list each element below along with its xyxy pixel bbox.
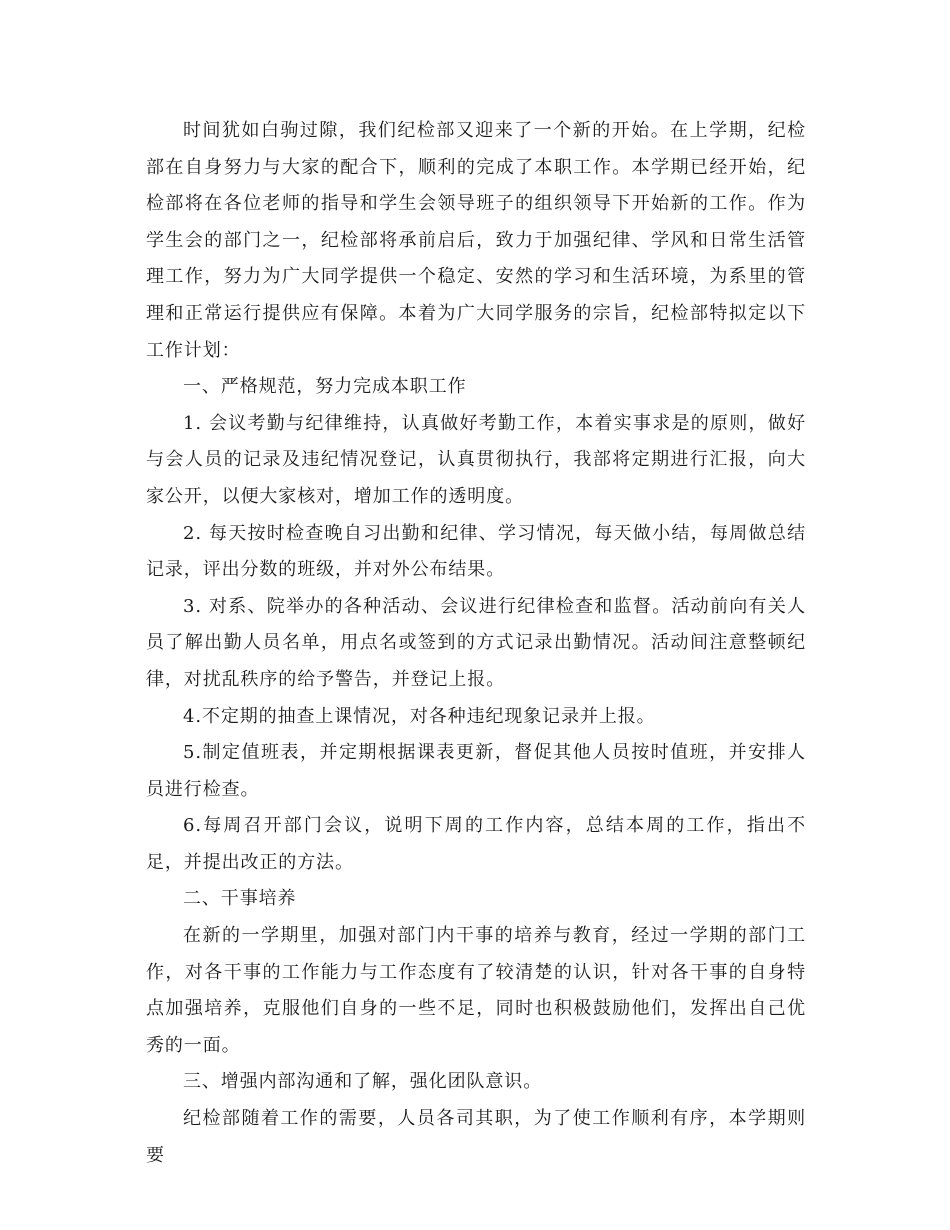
list-item-1: 1. 会议考勤与纪律维持，认真做好考勤工作，本着实事求是的原则，做好与会人员的记录及违纪情况登记，认真贯彻执行，我部将定期进行汇报，向大家公开，以便大家核对，增加工作的透明度。 — [146, 412, 806, 507]
document-body — [146, 113, 806, 1174]
paragraph-cadre-training: 在新的一学期里，加强对部门内干事的培养与教育，经过一学期的部门工作，对各干事的工作能力与工作态度有了较清楚的认识，针对各干事的自身特点加强培养，克服他们自身的一些不足，同时也积极鼓励他们，发挥出自己优秀的一面。 — [146, 925, 806, 1056]
section-heading-3: 三、增强内部沟通和了解，强化团队意识。 — [183, 1071, 543, 1093]
paragraph-team-communication: 纪检部随着工作的需要，人员各司其职，为了使工作顺利有序，本学期则要 — [146, 1108, 806, 1166]
section-heading-1: 一、严格规范，努力完成本职工作 — [183, 376, 467, 398]
list-item-3: 3. 对系、院举办的各种活动、会议进行纪律检查和监督。活动前向有关人员了解出勤人员名单，用点名或签到的方式记录出勤情况。活动间注意整顿纪律，对扰乱秩序的给予警告，并登记上报。 — [146, 595, 806, 690]
list-item-6: 6.每周召开部门会议，说明下周的工作内容，总结本周的工作，指出不足，并提出改正的方法。 — [146, 815, 806, 873]
section-heading-2: 二、干事培养 — [183, 888, 297, 910]
list-item-4: 4.不定期的抽查上课情况，对各种违纪现象记录并上报。 — [183, 705, 656, 727]
list-item-2: 2. 每天按时检查晚自习出勤和纪律、学习情况，每天做小结，每周做总结记录，评出分数的班级，并对外公布结果。 — [146, 522, 806, 581]
list-item-5: 5.制定值班表，并定期根据课表更新，督促其他人员按时值班，并安排人员进行检查。 — [146, 742, 806, 800]
paragraph-intro: 时间犹如白驹过隙，我们纪检部又迎来了一个新的开始。在上学期，纪检部在自身努力与大家的配合下，顺利的完成了本职工作。本学期已经开始，纪检部将在各位老师的指导和学生会领导班子的组织领导下开始新的工作。作为学生会的部门之一，纪检部将承前启后，致力于加强纪律、学风和日常生活管理工作，努力为广大同学提供一个稳定、安然的学习和生活环境，为系里的管理和正常运行提供应有保障。本着为广大同学服务的宗旨，纪检部特拟定以下工作计划： — [146, 120, 806, 361]
